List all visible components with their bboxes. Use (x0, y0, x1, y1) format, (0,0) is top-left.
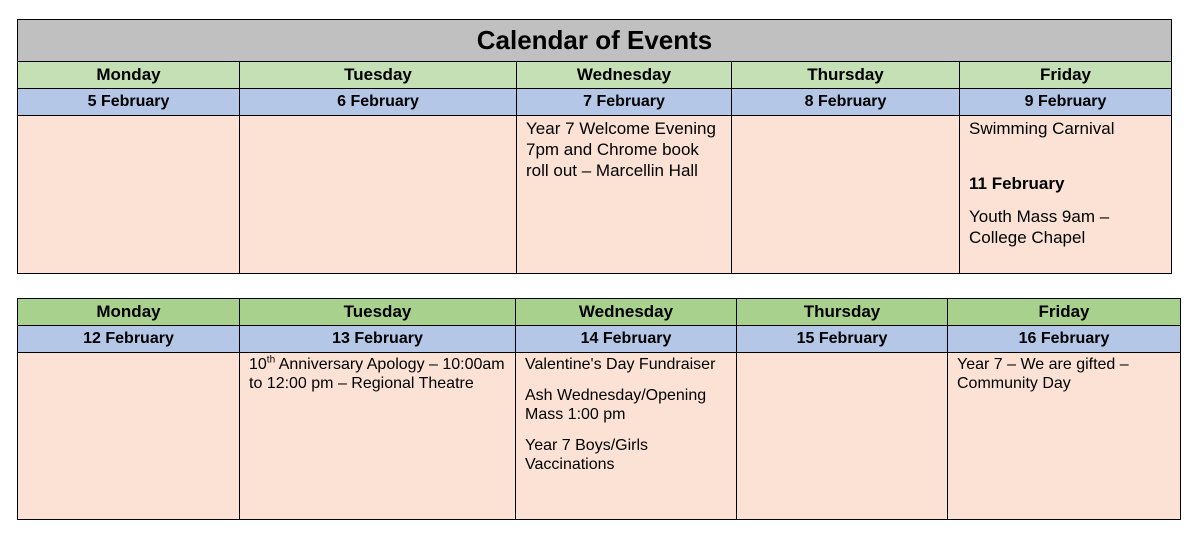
day-header-friday: Friday (960, 62, 1172, 89)
day-header-thursday: Thursday (732, 62, 960, 89)
event-cell-monday (18, 116, 240, 274)
day-header-monday: Monday (18, 299, 240, 326)
day-header-tuesday: Tuesday (240, 62, 517, 89)
date-cell: 15 February (737, 326, 948, 353)
date-cell: 7 February (517, 89, 732, 116)
event-cell-friday (948, 353, 1181, 520)
event-text (249, 355, 509, 393)
day-header-wednesday: Wednesday (516, 299, 737, 326)
day-header-friday: Friday (948, 299, 1181, 326)
anniversary-text: Anniversary Apology – 10:00am to 12:00 pm – Regional Theatre (249, 356, 505, 392)
anniversary-number: 10 (249, 356, 267, 373)
event-cell-tuesday (240, 353, 516, 520)
event-cell-wednesday (517, 116, 732, 274)
event-cell-monday (18, 353, 240, 520)
event-text: Year 7 – We are gifted – Community Day (957, 356, 1129, 392)
date-cell: 8 February (732, 89, 960, 116)
event-text: Youth Mass 9am – College Chapel (969, 207, 1110, 247)
day-header-wednesday: Wednesday (517, 62, 732, 89)
event-text: Year 7 Boys/Girls Vaccinations (525, 437, 649, 473)
event-cell-thursday (732, 116, 960, 274)
date-cell: 5 February (18, 89, 240, 116)
event-date-subheading: 11 February (969, 174, 1065, 193)
event-text: Valentine's Day Fundraiser (525, 356, 716, 373)
ordinal-suffix: th (266, 354, 276, 366)
date-cell: 12 February (18, 326, 240, 353)
date-cell: 9 February (960, 89, 1172, 116)
day-header-tuesday: Tuesday (240, 299, 516, 326)
date-cell: 16 February (948, 326, 1181, 353)
event-cell-wednesday (516, 353, 737, 520)
event-cell-friday (960, 116, 1172, 274)
date-cell: 6 February (240, 89, 517, 116)
event-cell-tuesday (240, 116, 517, 274)
calendar-title: Calendar of Events (18, 20, 1172, 62)
event-text: Ash Wednesday/Opening Mass 1:00 pm (525, 387, 707, 423)
day-header-monday: Monday (18, 62, 240, 89)
calendar-week-1 (17, 19, 1172, 274)
event-text: Swimming Carnival (969, 119, 1115, 138)
date-cell: 14 February (516, 326, 737, 353)
date-cell: 13 February (240, 326, 516, 353)
event-text: Year 7 Welcome Evening 7pm and Chrome book roll out – Marcellin Hall (526, 119, 716, 180)
calendar-week-2 (17, 298, 1181, 520)
day-header-thursday: Thursday (737, 299, 948, 326)
event-cell-thursday (737, 353, 948, 520)
